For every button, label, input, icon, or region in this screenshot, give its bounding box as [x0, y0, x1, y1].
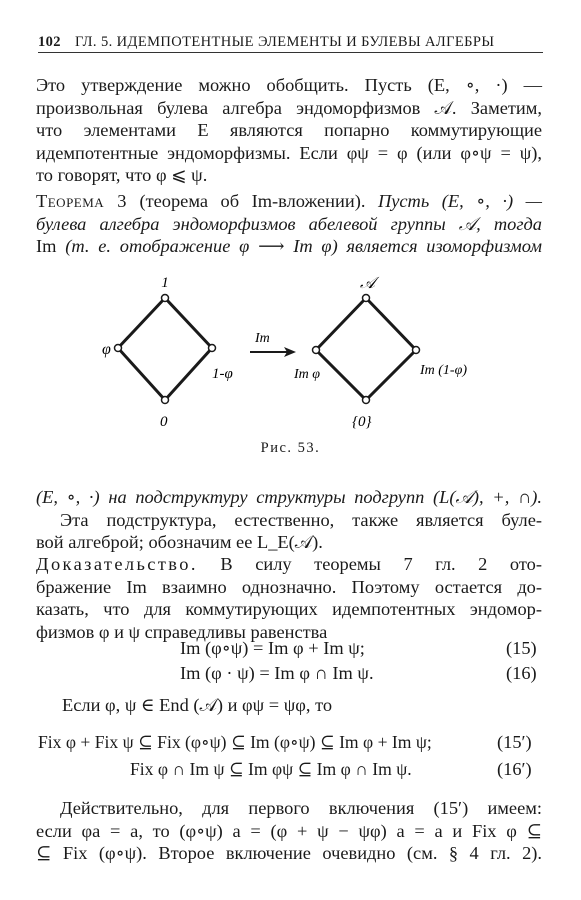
text-line: если φa = a, то (φ∘ψ) a = (φ + ψ − ψφ) a = a и Fix φ ⊆	[36, 820, 542, 841]
text-line: Это утверждение можно обобщить. Пусть (E, ∘, ·) —	[36, 75, 542, 95]
label-im-1-minus-phi: Im (1-φ)	[420, 363, 468, 378]
label-A: 𝒜	[360, 275, 376, 292]
text-line: физмов φ и ψ справедливы равенства	[36, 621, 328, 642]
right-lattice	[293, 275, 467, 430]
text-line: Действительно, для первого включения (15′) имеем:	[60, 798, 542, 818]
page-number: 102	[38, 34, 61, 50]
node	[313, 347, 320, 354]
running-title: ГЛ. 5. ИДЕМПОТЕНТНЫЕ ЭЛЕМЕНТЫ И БУЛЕВЫ АЛГЕБРЫ	[74, 34, 495, 50]
label-phi: φ	[102, 341, 111, 358]
equation-15-prime-number: (15′)	[497, 732, 532, 752]
equation-15: Im (φ∘ψ) = Im φ + Im ψ;	[180, 638, 365, 658]
left-diamond	[118, 298, 212, 400]
text-line: произвольная булева алгебра эндоморфизмов 𝒜. Заметим,	[36, 97, 542, 118]
figure-53-lattice-diagram	[90, 270, 510, 440]
equation-15-number: (15)	[506, 638, 537, 658]
right-diamond	[316, 298, 416, 400]
proof-line-1	[36, 553, 542, 576]
text-line: Эта подструктура, естественно, также является буле-	[60, 509, 542, 530]
node	[162, 295, 169, 302]
text-line: что элементами E являются попарно коммутирующие	[36, 120, 542, 140]
paragraph-substructure	[36, 486, 542, 554]
node	[162, 397, 169, 404]
theorem-3	[36, 190, 542, 258]
label-0: 0	[160, 414, 168, 430]
running-header	[38, 34, 543, 53]
node	[363, 397, 370, 404]
proof-heading: Доказательство.	[36, 554, 198, 574]
equation-15-prime: Fix φ + Fix ψ ⊆ Fix (φ∘ψ) ⊆ Im (φ∘ψ) ⊆ Im φ + Im ψ;	[38, 732, 432, 752]
text-line: (E, ∘, ·) на подструктуру структуры подгрупп (L(𝒜), +, ∩).	[36, 487, 542, 507]
text-line: ⊆ Fix (φ∘ψ). Второе включение очевидно (см. § 4 гл. 2).	[36, 843, 542, 863]
theorem-text: Пусть (E, ∘, ·) —	[377, 191, 542, 211]
text-line: вой алгеброй; обозначим ее L_E(𝒜).	[36, 532, 323, 552]
label-zero-set: {0}	[352, 414, 372, 430]
theorem-title: (теорема об Im-вложении).	[126, 191, 378, 211]
equation-16-prime-number: (16′)	[497, 759, 532, 779]
im-arrow	[250, 331, 296, 357]
im-symbol: Im	[36, 236, 57, 256]
text-line: то говорят, что φ ⩽ ψ.	[36, 165, 208, 185]
text-line: казать, что для коммутирующих идемпотентных эндомор-	[36, 599, 542, 619]
label-im-phi: Im φ	[294, 367, 321, 382]
node	[413, 347, 420, 354]
arrow-label: Im	[255, 331, 270, 346]
left-lattice	[102, 275, 233, 430]
figure-caption: Рис. 53.	[260, 440, 321, 456]
text-line: идемпотентные эндоморфизмы. Если φψ = φ (или φ∘ψ = ψ),	[36, 142, 542, 163]
equation-16-number: (16)	[506, 663, 537, 683]
proof	[36, 553, 542, 643]
theorem-text: (т. е. отображение φ ⟶ Im φ) является изоморфизмом	[56, 236, 542, 256]
text-line: бражение Im взаимно однозначно. Поэтому остается до-	[36, 576, 542, 597]
theorem-label: Теорема 3	[36, 191, 127, 211]
node	[115, 345, 122, 352]
theorem-line-3	[36, 235, 542, 258]
paragraph-proof-continuation	[36, 797, 542, 865]
label-1: 1	[161, 275, 169, 291]
theorem-line-2: булева алгебра эндоморфизмов абелевой группы 𝒜, тогда	[36, 213, 542, 234]
paragraph-generalization	[36, 74, 542, 187]
label-1-minus-phi: 1-φ	[212, 366, 233, 382]
theorem-line-1	[36, 190, 542, 213]
proof-text: В силу теоремы 7 гл. 2 ото-	[197, 554, 542, 574]
node	[209, 345, 216, 352]
condition-line: Если φ, ψ ∈ End (𝒜) и φψ = ψφ, то	[62, 695, 333, 715]
equation-16: Im (φ · ψ) = Im φ ∩ Im ψ.	[180, 663, 374, 683]
node	[363, 295, 370, 302]
equation-16-prime: Fix φ ∩ Im ψ ⊆ Im φψ ⊆ Im φ ∩ Im ψ.	[130, 759, 412, 779]
